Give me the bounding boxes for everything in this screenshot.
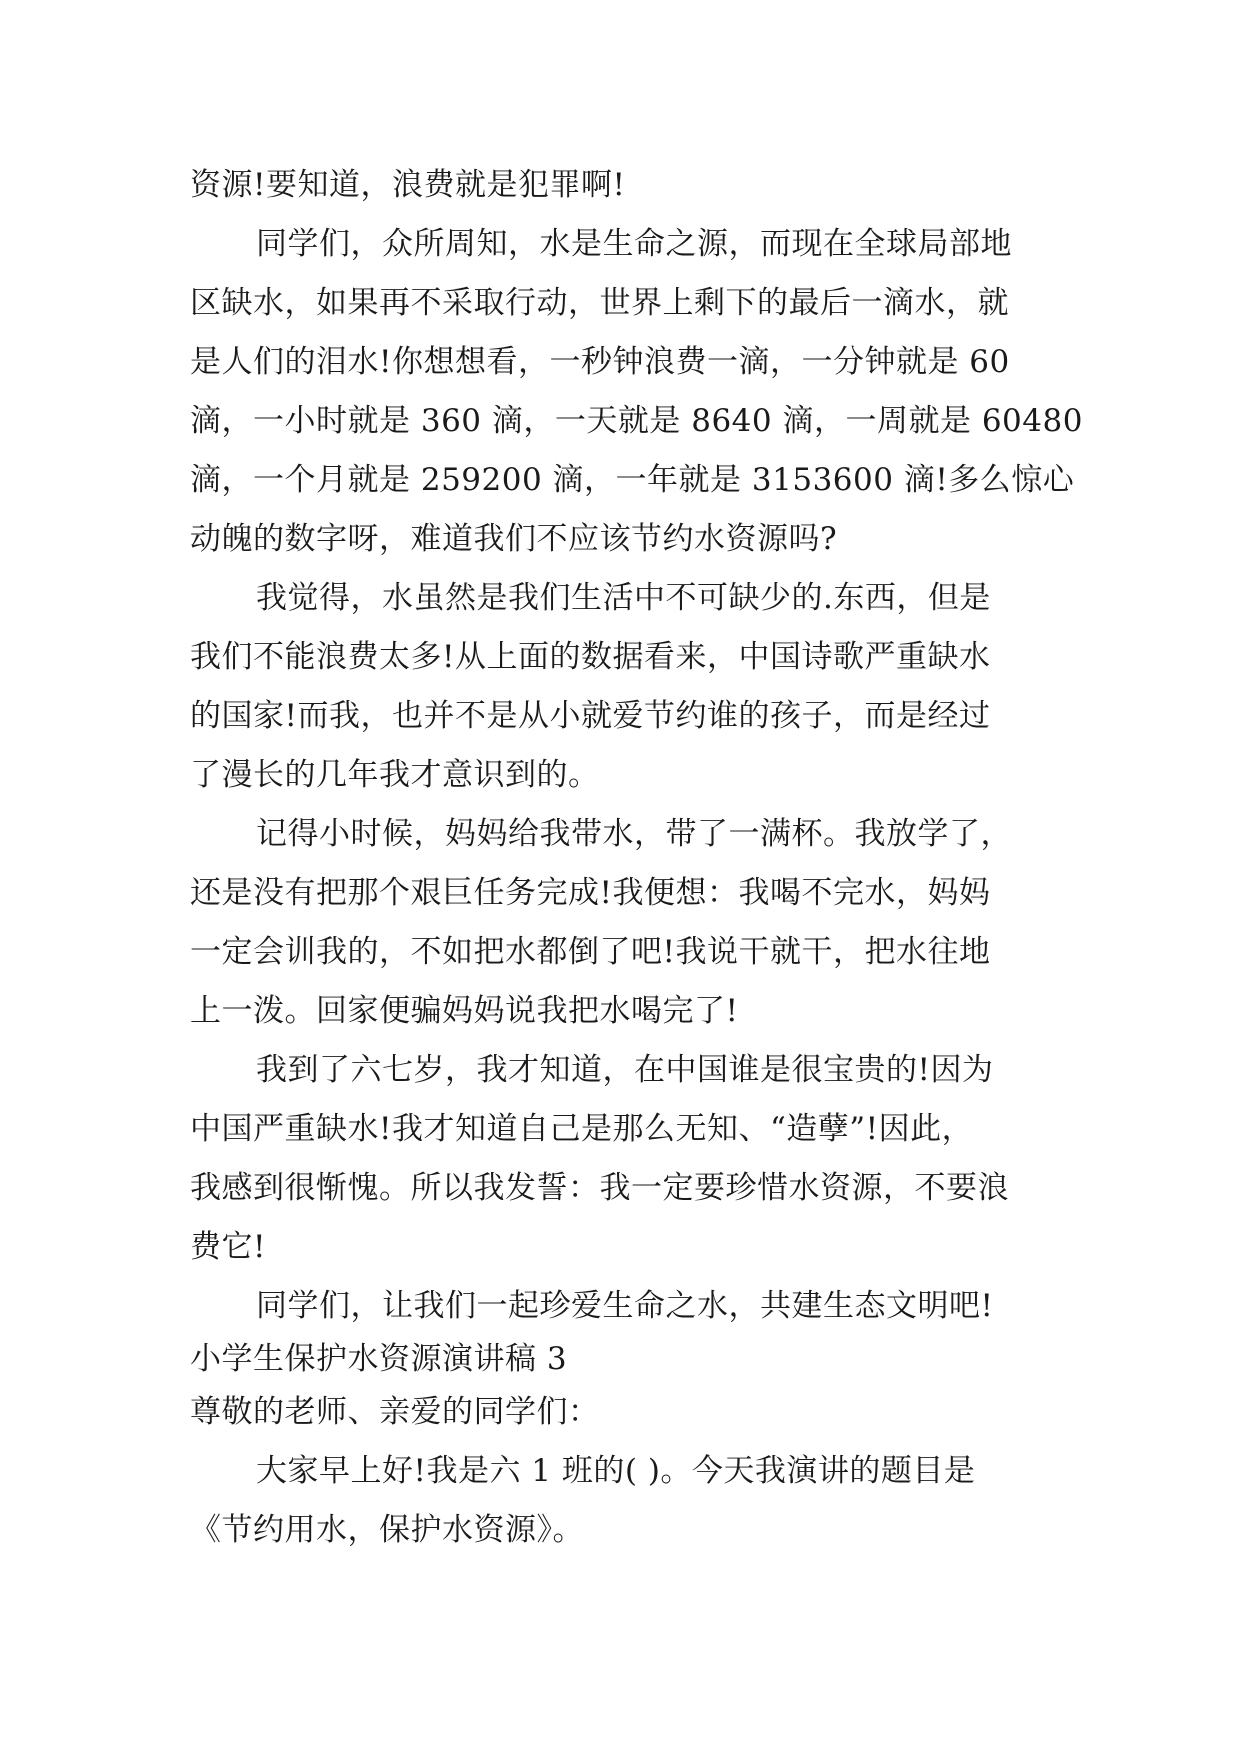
salutation: 尊敬的老师、亲爱的同学们： xyxy=(190,1394,600,1430)
paragraph-line: 我觉得，水虽然是我们生活中不可缺少的.东西，但是 xyxy=(256,580,991,616)
paragraph-line: 同学们，让我们一起珍爱生命之水，共建生态文明吧! xyxy=(256,1288,994,1324)
section-heading: 小学生保护水资源演讲稿 3 xyxy=(190,1341,568,1377)
text-line: 一定会训我的，不如把水都倒了吧!我说干就干，把水往地 xyxy=(190,934,991,970)
text-line: 上一泼。回家便骗妈妈说我把水喝完了! xyxy=(190,993,739,1029)
text-line: 我感到很惭愧。所以我发誓：我一定要珍惜水资源，不要浪 xyxy=(190,1170,1009,1206)
paragraph-line: 我到了六七岁，我才知道，在中国谁是很宝贵的!因为 xyxy=(256,1052,994,1088)
text-line: 我们不能浪费太多!从上面的数据看来，中国诗歌严重缺水 xyxy=(190,639,991,675)
text-line: 的国家!而我，也并不是从小就爱节约谁的孩子，而是经过 xyxy=(190,698,991,734)
text-line: 还是没有把那个艰巨任务完成!我便想：我喝不完水，妈妈 xyxy=(190,875,991,911)
text-line: 滴，一个月就是 259200 滴，一年就是 3153600 滴!多么惊心 xyxy=(190,462,1075,498)
paragraph-line: 同学们，众所周知，水是生命之源，而现在全球局部地 xyxy=(256,226,1012,262)
text-line: 滴，一小时就是 360 滴，一天就是 8640 滴，一周就是 60480 xyxy=(190,403,1083,439)
text-line: 动魄的数字呀，难道我们不应该节约水资源吗? xyxy=(190,521,838,557)
text-line: 是人们的泪水!你想想看，一秒钟浪费一滴，一分钟就是 60 xyxy=(190,344,1010,380)
text-line: 中国严重缺水!我才知道自己是那么无知、“造孽”!因此， xyxy=(190,1111,974,1147)
text-line: 费它! xyxy=(190,1229,266,1265)
text-line: 区缺水，如果再不采取行动，世界上剩下的最后一滴水，就 xyxy=(190,285,1009,321)
text-line: 了漫长的几年我才意识到的。 xyxy=(190,757,600,793)
text-line: 资源!要知道，浪费就是犯罪啊! xyxy=(190,167,626,203)
paragraph-line: 大家早上好!我是六 1 班的( )。今天我演讲的题目是 xyxy=(256,1453,976,1489)
paragraph-line: 记得小时候，妈妈给我带水，带了一满杯。我放学了， xyxy=(256,816,1012,852)
text-line: 《节约用水，保护水资源》。 xyxy=(190,1512,584,1548)
